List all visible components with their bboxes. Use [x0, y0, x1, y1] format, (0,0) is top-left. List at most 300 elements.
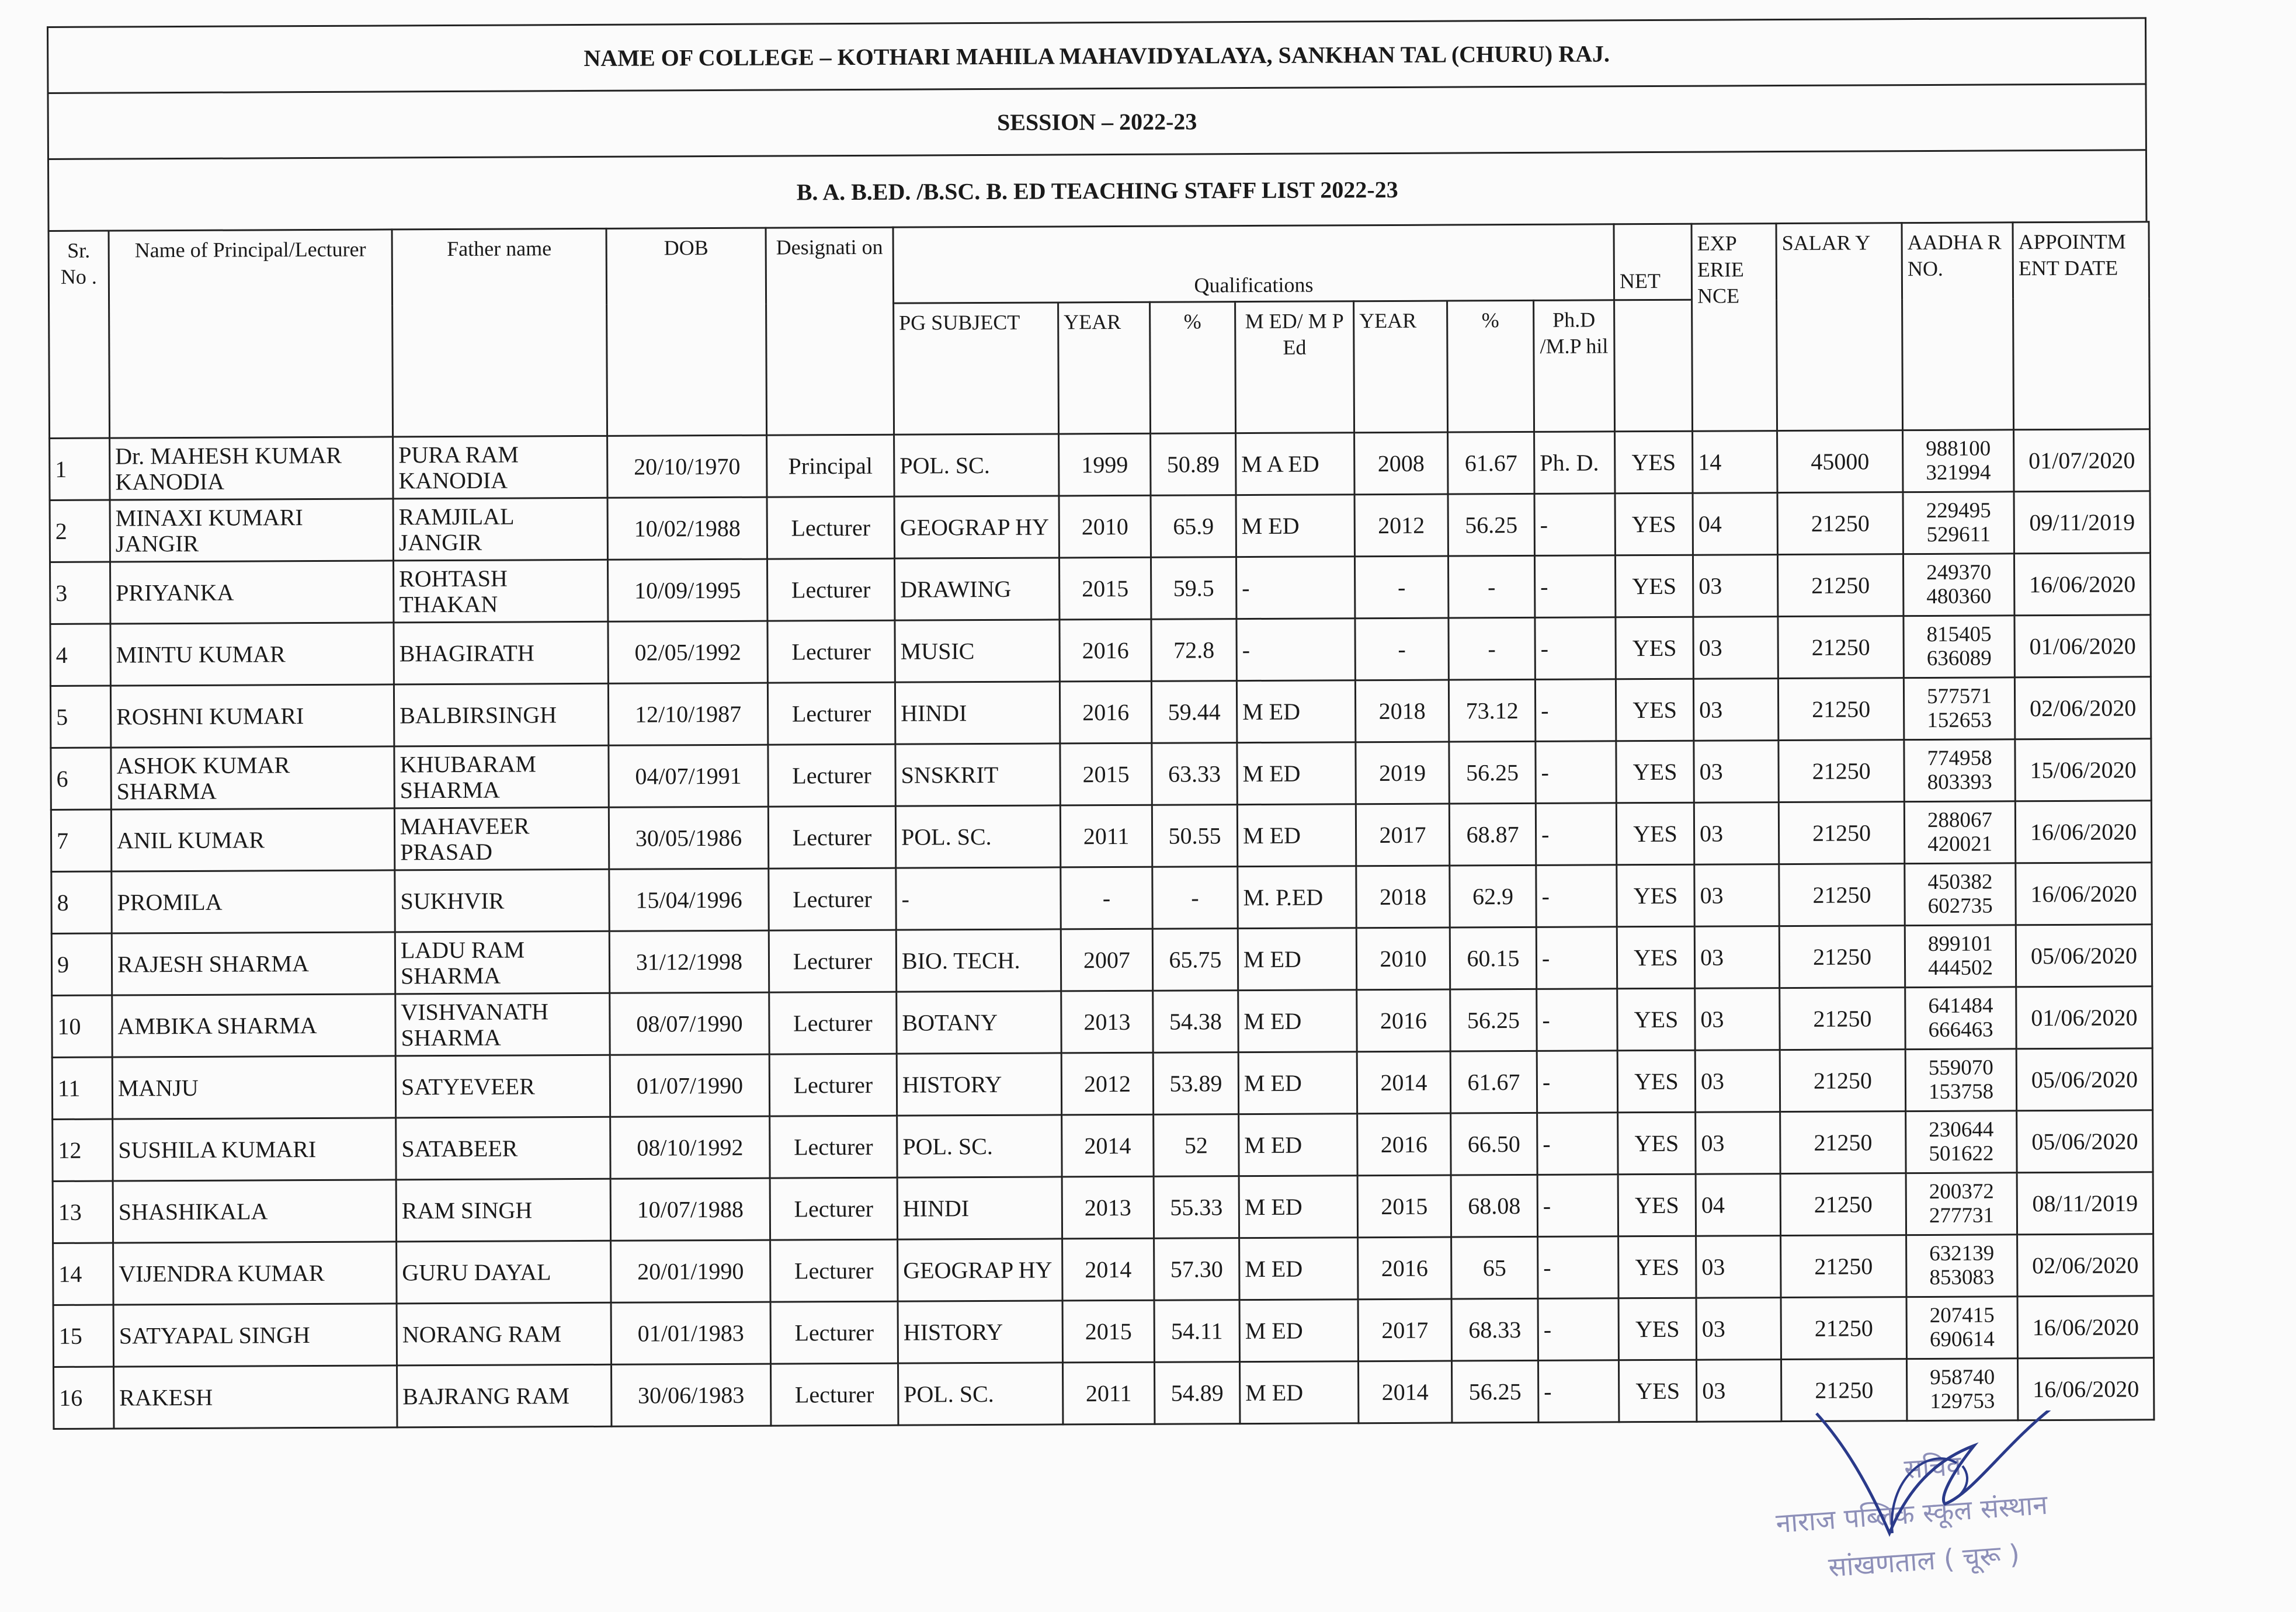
cell-year2: 2016 — [1358, 1237, 1451, 1300]
cell-med: M ED — [1238, 1052, 1357, 1114]
cell-father: GURU DAYAL — [397, 1241, 611, 1304]
cell-appt: 05/06/2020 — [2017, 1110, 2153, 1173]
cell-designation: Lecturer — [770, 1239, 898, 1302]
cell-salary: 21250 — [1780, 988, 1905, 1050]
cell-phd: - — [1534, 494, 1616, 556]
cell-father: RAMJILAL JANGIR — [393, 498, 607, 561]
cell-dob: 20/01/1990 — [611, 1240, 770, 1302]
cell-exp: 04 — [1693, 493, 1777, 555]
cell-phd: - — [1537, 1113, 1618, 1175]
cell-med: - — [1236, 619, 1355, 681]
cell-dob: 08/07/1990 — [610, 992, 769, 1055]
cell-designation: Lecturer — [767, 558, 894, 621]
cell-phd: - — [1538, 1298, 1619, 1361]
cell-dob: 30/05/1986 — [609, 807, 768, 869]
session-label: SESSION – 2022-23 — [47, 83, 2146, 158]
cell-salary: 21250 — [1779, 864, 1905, 926]
cell-year: 2010 — [1059, 495, 1151, 558]
cell-sr: 3 — [50, 562, 110, 624]
cell-year2: 2016 — [1357, 1113, 1451, 1176]
col-year2: YEAR — [1354, 301, 1448, 433]
cell-salary: 21250 — [1781, 1235, 1906, 1298]
cell-sr: 12 — [53, 1119, 113, 1181]
cell-sr: 15 — [53, 1305, 113, 1367]
cell-salary: 45000 — [1777, 430, 1903, 493]
cell-aadhar: 958740 129753 — [1907, 1359, 2018, 1421]
cell-exp: 03 — [1696, 1236, 1781, 1298]
cell-salary: 21250 — [1778, 678, 1904, 741]
cell-phd: - — [1538, 1236, 1619, 1299]
cell-designation: Lecturer — [770, 1177, 897, 1240]
cell-year: 2014 — [1062, 1238, 1154, 1301]
cell-pg: HISTORY — [898, 1301, 1062, 1363]
cell-pct2: 68.87 — [1449, 803, 1536, 866]
cell-pct: 55.33 — [1154, 1176, 1239, 1239]
cell-appt: 16/06/2020 — [2017, 1296, 2153, 1359]
cell-aadhar: 207415 690614 — [1906, 1297, 2017, 1359]
table-row — [50, 615, 2151, 686]
cell-pct: 52 — [1154, 1114, 1239, 1177]
table-row — [51, 801, 2151, 872]
cell-pct: 57.30 — [1154, 1238, 1239, 1301]
cell-designation: Lecturer — [768, 806, 895, 868]
cell-pg: DRAWING — [894, 558, 1059, 620]
cell-aadhar: 641484 666463 — [1905, 987, 2016, 1050]
cell-pct: 54.89 — [1154, 1362, 1239, 1425]
cell-med: M ED — [1238, 928, 1356, 991]
cell-pct: 65.75 — [1152, 929, 1238, 991]
cell-phd: - — [1538, 1360, 1619, 1423]
cell-dob: 04/07/1991 — [609, 745, 768, 807]
cell-dob: 01/07/1990 — [610, 1054, 769, 1117]
col-dob: DOB — [606, 228, 767, 436]
cell-father: SATYEVEER — [395, 1055, 610, 1118]
col-phd: Ph.D /M.P hil — [1534, 300, 1615, 432]
cell-aadhar: 774958 803393 — [1904, 739, 2015, 802]
cell-dob: 10/09/1995 — [607, 559, 767, 621]
cell-pg: GEOGRAP HY — [894, 496, 1059, 558]
cell-sr: 2 — [50, 500, 110, 562]
cell-year2: 2012 — [1354, 494, 1448, 557]
cell-designation: Lecturer — [769, 930, 896, 992]
cell-pct2: 56.25 — [1448, 494, 1534, 556]
cell-net: YES — [1618, 1112, 1696, 1175]
cell-year2: 2016 — [1357, 989, 1450, 1052]
col-percent: % — [1150, 302, 1236, 434]
cell-med: M ED — [1239, 1176, 1357, 1238]
cell-net: YES — [1618, 1174, 1696, 1236]
cell-sr: 7 — [51, 810, 111, 871]
col-med: M ED/ M P Ed — [1235, 301, 1354, 433]
cell-pct: 63.33 — [1152, 743, 1237, 805]
cell-designation: Lecturer — [769, 868, 896, 930]
cell-aadhar: 229495 529611 — [1903, 492, 2014, 554]
cell-pg: - — [896, 867, 1061, 930]
cell-dob: 12/10/1987 — [608, 683, 767, 745]
col-salary: SALAR Y — [1776, 223, 1903, 431]
cell-year2: 2008 — [1354, 432, 1448, 495]
cell-designation: Lecturer — [767, 682, 895, 745]
cell-name: MANJU — [112, 1056, 395, 1119]
cell-year2: 2018 — [1355, 680, 1449, 742]
col-net: NET — [1614, 224, 1692, 300]
cell-year: 2016 — [1060, 619, 1151, 682]
cell-pct2: 61.67 — [1448, 432, 1534, 494]
cell-salary: 21250 — [1777, 492, 1903, 555]
cell-aadhar: 200372 277731 — [1906, 1173, 2017, 1235]
cell-name: VIJENDRA KUMAR — [113, 1242, 397, 1305]
cell-designation: Lecturer — [767, 496, 894, 559]
cell-father: MAHAVEER PRASAD — [394, 807, 609, 870]
cell-pct: 50.55 — [1152, 805, 1237, 867]
cell-med: M ED — [1239, 1300, 1358, 1362]
cell-net: YES — [1617, 926, 1694, 989]
cell-phd: - — [1536, 927, 1617, 989]
cell-dob: 01/01/1983 — [611, 1302, 770, 1364]
cell-aadhar: 288067 420021 — [1904, 801, 2015, 864]
cell-name: AMBIKA SHARMA — [112, 994, 395, 1057]
cell-exp: 03 — [1693, 679, 1778, 741]
cell-med: M ED — [1238, 990, 1357, 1052]
stamp-line-2: नाराज पब्लिक स्कूल संस्थान — [1774, 1488, 2049, 1540]
cell-year2: - — [1354, 556, 1448, 619]
cell-designation: Lecturer — [767, 620, 895, 683]
cell-aadhar: 815405 636089 — [1904, 616, 2014, 678]
cell-net: YES — [1615, 493, 1693, 555]
cell-aadhar: 632139 853083 — [1906, 1235, 2017, 1297]
cell-name: RAKESH — [114, 1366, 397, 1429]
cell-appt: 16/06/2020 — [2018, 1358, 2154, 1420]
cell-father: SATABEER — [396, 1117, 610, 1180]
cell-dob: 10/02/1988 — [607, 497, 767, 560]
cell-pct2: 56.25 — [1450, 989, 1537, 1051]
cell-appt: 08/11/2019 — [2017, 1172, 2153, 1235]
cell-appt: 05/06/2020 — [2016, 925, 2152, 987]
cell-year2: 2017 — [1358, 1299, 1451, 1361]
table-row — [53, 1234, 2153, 1305]
cell-med: M ED — [1237, 742, 1356, 805]
cell-sr: 13 — [53, 1181, 113, 1243]
cell-pg: HINDI — [897, 1177, 1062, 1239]
cell-net: YES — [1616, 679, 1693, 741]
cell-year2: 2010 — [1356, 927, 1450, 990]
cell-year2: 2017 — [1356, 804, 1449, 866]
cell-pct: 59.44 — [1151, 681, 1236, 744]
cell-father: BAJRANG RAM — [397, 1364, 612, 1427]
cell-exp: 03 — [1694, 802, 1779, 865]
stamp-line-1: सचिव — [1903, 1449, 1962, 1485]
cell-sr: 16 — [54, 1367, 114, 1429]
cell-net: YES — [1619, 1360, 1697, 1422]
cell-designation: Lecturer — [770, 1116, 897, 1178]
cell-year: - — [1061, 867, 1152, 929]
cell-year: 2011 — [1062, 1362, 1154, 1425]
cell-pct: 50.89 — [1151, 433, 1236, 496]
cell-exp: 03 — [1696, 1298, 1781, 1360]
cell-dob: 30/06/1983 — [612, 1364, 771, 1426]
cell-year: 2015 — [1059, 557, 1151, 620]
cell-name: SATYAPAL SINGH — [113, 1304, 397, 1367]
col-percent2: % — [1447, 300, 1534, 432]
cell-designation: Lecturer — [770, 1301, 898, 1364]
cell-pct: 59.5 — [1151, 557, 1236, 620]
col-sr: Sr. No . — [48, 231, 110, 438]
cell-dob: 15/04/1996 — [609, 868, 769, 931]
cell-aadhar: 559070 153758 — [1905, 1049, 2016, 1111]
cell-year: 2013 — [1061, 991, 1153, 1053]
cell-pg: GEOGRAP HY — [898, 1239, 1062, 1301]
cell-pct: 54.38 — [1153, 991, 1238, 1053]
cell-exp: 03 — [1695, 988, 1780, 1051]
cell-pct2: - — [1448, 555, 1534, 618]
cell-sr: 10 — [52, 995, 112, 1057]
table-row — [52, 1048, 2152, 1120]
cell-pct2: 65 — [1451, 1236, 1538, 1299]
cell-year2: 2014 — [1358, 1361, 1451, 1423]
cell-net: YES — [1617, 988, 1695, 1051]
cell-pg: HISTORY — [897, 1053, 1061, 1116]
cell-phd: - — [1534, 555, 1616, 618]
cell-salary: 21250 — [1780, 1111, 1906, 1174]
cell-pg: POL. SC. — [895, 805, 1060, 868]
cell-name: MINAXI KUMARI JANGIR — [110, 499, 393, 562]
cell-appt: 05/06/2020 — [2016, 1048, 2152, 1111]
cell-pg: POL. SC. — [897, 1115, 1062, 1177]
col-aadhar: AADHA R NO. — [1902, 223, 2014, 430]
cell-appt: 02/06/2020 — [2014, 677, 2151, 739]
staff-rows — [50, 429, 2154, 1429]
cell-med: M ED — [1239, 1114, 1357, 1176]
cell-year: 2011 — [1060, 805, 1152, 867]
cell-year2: 2018 — [1356, 866, 1450, 928]
cell-pg: SNSKRIT — [895, 744, 1060, 806]
cell-appt: 16/06/2020 — [2014, 553, 2151, 616]
cell-phd: - — [1535, 679, 1616, 742]
table-row — [51, 863, 2152, 934]
cell-net: YES — [1616, 617, 1693, 679]
cell-year2: 2014 — [1357, 1051, 1450, 1114]
cell-pct2: - — [1449, 617, 1535, 680]
cell-pct2: 60.15 — [1450, 927, 1536, 989]
cell-net: YES — [1615, 431, 1693, 494]
cell-med: - — [1236, 557, 1354, 619]
cell-name: PRIYANKA — [110, 561, 394, 624]
cell-designation: Lecturer — [769, 992, 897, 1054]
staff-table — [48, 221, 2155, 1430]
cell-phd: Ph. D. — [1534, 432, 1616, 494]
cell-sr: 11 — [52, 1057, 112, 1119]
cell-pct: - — [1152, 867, 1238, 929]
cell-net: YES — [1617, 1050, 1695, 1113]
cell-appt: 15/06/2020 — [2015, 739, 2151, 801]
cell-father: PURA RAM KANODIA — [393, 436, 607, 499]
cell-salary: 21250 — [1780, 1050, 1905, 1112]
cell-exp: 03 — [1697, 1360, 1781, 1422]
cell-pct2: 73.12 — [1449, 679, 1535, 742]
cell-pg: HINDI — [895, 682, 1060, 744]
cell-net: YES — [1618, 1298, 1696, 1360]
cell-pct: 54.11 — [1154, 1300, 1239, 1363]
cell-salary: 21250 — [1779, 926, 1905, 988]
table-row — [53, 1110, 2153, 1182]
cell-year2: - — [1355, 618, 1449, 680]
cell-phd: - — [1535, 617, 1616, 680]
cell-father: BALBIRSINGH — [394, 683, 608, 746]
cell-salary: 21250 — [1778, 616, 1904, 679]
cell-name: Dr. MAHESH KUMAR KANODIA — [110, 437, 393, 500]
cell-pg: POL. SC. — [898, 1363, 1063, 1425]
cell-year: 2015 — [1060, 743, 1152, 805]
cell-designation: Lecturer — [771, 1363, 898, 1426]
table-row — [50, 429, 2150, 501]
cell-pct2: 61.67 — [1450, 1051, 1537, 1113]
cell-father: VISHVANATH SHARMA — [395, 993, 610, 1056]
table-row — [53, 1296, 2153, 1367]
cell-aadhar: 230644 501622 — [1906, 1111, 2017, 1173]
cell-phd: - — [1536, 865, 1617, 927]
cell-pct2: 68.08 — [1451, 1175, 1537, 1237]
cell-med: M ED — [1239, 1361, 1358, 1424]
cell-dob: 31/12/1998 — [609, 930, 769, 993]
cell-aadhar: 988100 321994 — [1903, 430, 2014, 492]
cell-dob: 10/07/1988 — [610, 1178, 770, 1241]
cell-pg: BOTANY — [897, 991, 1061, 1054]
table-row — [50, 677, 2151, 748]
cell-sr: 5 — [50, 686, 110, 748]
cell-dob: 08/10/1992 — [610, 1116, 770, 1179]
stamp-line-3: सांखणताल ( चूरू ) — [1827, 1538, 2021, 1583]
cell-salary: 21250 — [1779, 802, 1904, 864]
cell-year: 1999 — [1059, 433, 1151, 496]
cell-father: NORANG RAM — [397, 1302, 611, 1366]
cell-net: YES — [1618, 1236, 1696, 1298]
col-name: Name of Principal/Lecturer — [109, 230, 393, 438]
table-row — [51, 925, 2152, 996]
cell-father: LADU RAM SHARMA — [395, 931, 609, 994]
col-designation: Designati on — [766, 227, 894, 435]
table-row — [50, 491, 2150, 562]
cell-exp: 14 — [1693, 431, 1777, 494]
cell-exp: 03 — [1693, 555, 1778, 617]
cell-salary: 21250 — [1781, 1297, 1906, 1360]
signature-mark — [1752, 1410, 2132, 1603]
cell-name: PROMILA — [112, 870, 395, 933]
cell-father: BHAGIRATH — [394, 621, 608, 685]
cell-med: M ED — [1239, 1238, 1358, 1300]
cell-appt: 01/06/2020 — [2014, 615, 2151, 678]
cell-exp: 03 — [1695, 1050, 1780, 1113]
staff-list-document — [47, 17, 2152, 1430]
cell-name: ROSHNI KUMARI — [110, 685, 394, 748]
cell-appt: 01/07/2020 — [2014, 429, 2150, 492]
cell-aadhar: 249370 480360 — [1904, 554, 2014, 616]
cell-name: SHASHIKALA — [113, 1180, 396, 1243]
cell-exp: 03 — [1696, 1112, 1780, 1175]
cell-year: 2014 — [1062, 1114, 1154, 1177]
cell-name: MINTU KUMAR — [110, 623, 394, 686]
cell-exp: 03 — [1694, 926, 1779, 989]
cell-med: M A ED — [1236, 433, 1354, 495]
cell-pct2: 68.33 — [1451, 1298, 1538, 1361]
table-row — [52, 986, 2152, 1058]
cell-designation: Principal — [767, 435, 894, 497]
cell-sr: 1 — [50, 438, 110, 500]
cell-year: 2012 — [1061, 1052, 1153, 1115]
cell-name: RAJESH SHARMA — [112, 932, 395, 995]
cell-year: 2007 — [1061, 929, 1152, 991]
cell-aadhar: 899101 444502 — [1905, 925, 2016, 988]
cell-pct: 53.89 — [1153, 1052, 1238, 1115]
cell-pct: 65.9 — [1151, 495, 1236, 558]
cell-name: SUSHILA KUMARI — [113, 1118, 396, 1181]
col-experience: EXP ERIE NCE — [1691, 224, 1777, 432]
cell-designation: Lecturer — [768, 744, 895, 807]
cell-year2: 2015 — [1357, 1175, 1451, 1238]
cell-salary: 21250 — [1780, 1173, 1906, 1236]
cell-sr: 9 — [51, 933, 112, 995]
cell-pg: BIO. TECH. — [896, 929, 1061, 992]
cell-dob: 02/05/1992 — [608, 621, 767, 683]
cell-exp: 04 — [1696, 1174, 1780, 1236]
cell-med: M ED — [1236, 680, 1355, 743]
cell-father: RAM SINGH — [396, 1179, 610, 1242]
cell-father: KHUBARAM SHARMA — [394, 745, 609, 808]
cell-phd: - — [1536, 741, 1617, 804]
list-title: B. A. B.ED. /B.SC. B. ED TEACHING STAFF LIST 2022-23 — [47, 149, 2148, 230]
col-qualifications: Qualifications — [893, 224, 1614, 303]
cell-aadhar: 577571 152653 — [1904, 678, 2014, 740]
cell-sr: 4 — [50, 624, 110, 686]
college-name: NAME OF COLLEGE – KOTHARI MAHILA MAHAVIDYALAYA, SANKHAN TAL (CHURU) RAJ. — [47, 17, 2146, 92]
cell-exp: 03 — [1694, 864, 1779, 927]
cell-pct2: 56.25 — [1451, 1360, 1538, 1423]
col-pg-subject: PG SUBJECT — [894, 303, 1059, 435]
cell-exp: 03 — [1693, 617, 1778, 679]
table-row — [53, 1172, 2153, 1243]
cell-year: 2013 — [1062, 1176, 1154, 1239]
col-year: YEAR — [1058, 302, 1151, 434]
cell-designation: Lecturer — [769, 1054, 897, 1116]
cell-pct2: 66.50 — [1451, 1113, 1537, 1175]
cell-appt: 01/06/2020 — [2016, 986, 2152, 1049]
cell-salary: 21250 — [1781, 1359, 1907, 1422]
cell-med: M. P.ED — [1238, 866, 1356, 929]
cell-phd: - — [1537, 1175, 1618, 1237]
col-appointment: APPOINTM ENT DATE — [2013, 222, 2150, 430]
table-row — [51, 739, 2151, 810]
cell-net: YES — [1616, 802, 1694, 865]
cell-salary: 21250 — [1778, 554, 1904, 617]
col-father: Father name — [392, 228, 607, 437]
cell-aadhar: 450382 602735 — [1905, 863, 2016, 926]
cell-pct: 72.8 — [1151, 619, 1236, 682]
cell-appt: 09/11/2019 — [2014, 491, 2150, 554]
cell-sr: 8 — [51, 871, 112, 933]
cell-pg: MUSIC — [895, 620, 1060, 682]
cell-appt: 02/06/2020 — [2017, 1234, 2153, 1297]
cell-net: YES — [1616, 555, 1693, 617]
cell-med: M ED — [1237, 804, 1356, 867]
cell-appt: 16/06/2020 — [2015, 801, 2151, 863]
cell-phd: - — [1537, 989, 1618, 1051]
cell-net: YES — [1617, 864, 1694, 927]
cell-salary: 21250 — [1779, 740, 1904, 802]
cell-med: M ED — [1236, 495, 1354, 557]
cell-exp: 03 — [1694, 741, 1779, 803]
cell-phd: - — [1536, 803, 1617, 866]
cell-name: ANIL KUMAR — [111, 808, 394, 871]
cell-sr: 6 — [51, 748, 111, 810]
